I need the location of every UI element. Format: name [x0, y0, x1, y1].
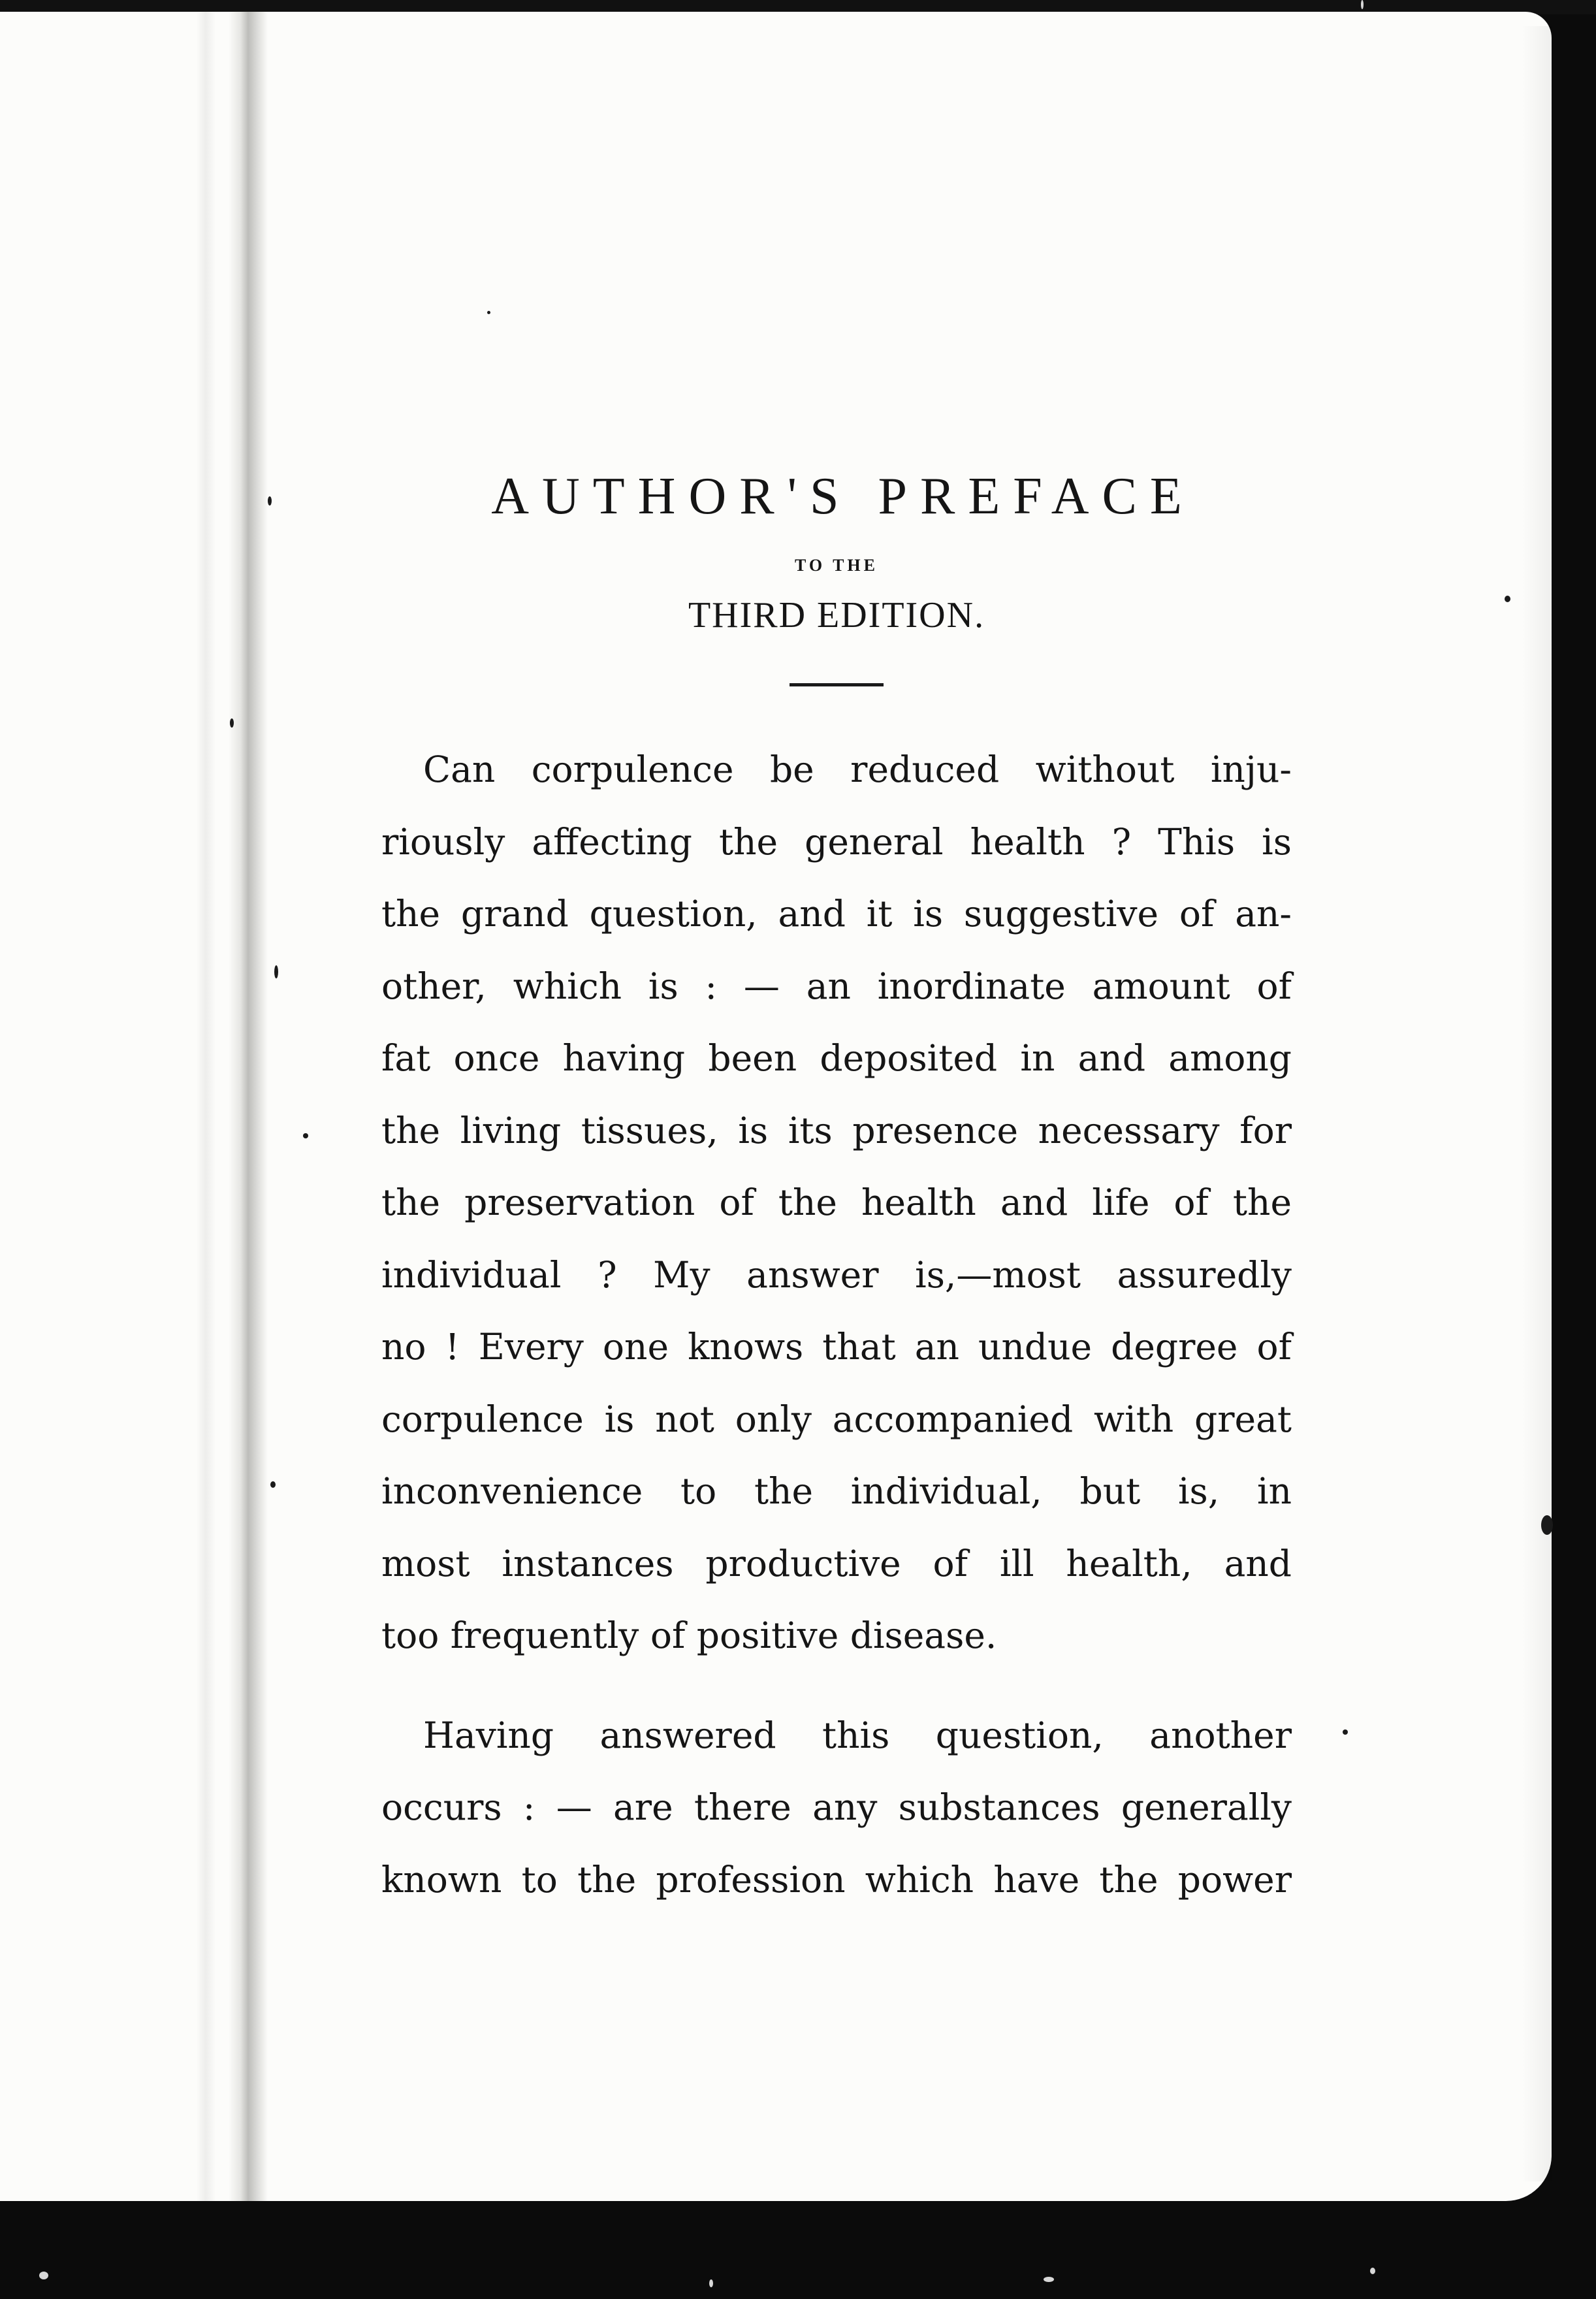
section-rule [790, 683, 884, 686]
scan-speck [1361, 0, 1364, 9]
text-line: individual ? My answer is,—most assuredly [381, 1253, 1292, 1296]
scan-speck [1541, 1515, 1553, 1535]
text-line: the grand question, and it is suggestive of an- [381, 893, 1292, 935]
scan-speck [1505, 596, 1510, 602]
binding-gutter [229, 12, 268, 2201]
text-line: other, which is : — an inordinate amount of [381, 965, 1292, 1007]
text-line: most instances productive of ill health, and [381, 1542, 1292, 1584]
preface-text [381, 457, 1292, 1916]
page-title: AUTHOR'S PREFACE [491, 468, 1195, 525]
scan-speck [709, 2279, 713, 2287]
page-edge-shadow [1522, 26, 1552, 2181]
scan-speck [39, 2272, 48, 2279]
scan-speck [1044, 2277, 1054, 2282]
text-line: Can corpulence be reduced without inju- [423, 748, 1292, 790]
page-subtitle: TO THE [794, 556, 879, 575]
scan-speck [1370, 2268, 1375, 2274]
binding-shadow [196, 12, 215, 2201]
paragraph-1 [381, 733, 1292, 1672]
text-line: no ! Every one knows that an undue degree of [381, 1326, 1292, 1368]
text-line: corpulence is not only accompanied with great [381, 1398, 1292, 1440]
scan-speck [274, 965, 278, 978]
text-line: too frequently of positive disease. [381, 1615, 997, 1656]
paragraph-2 [381, 1699, 1292, 1916]
text-line: riously affecting the general health ? This is [381, 820, 1292, 863]
scan-speck [1343, 1729, 1348, 1735]
text-line: Having answered this question, another [423, 1714, 1292, 1756]
scan-speck [270, 1481, 276, 1488]
scan-speck [487, 311, 490, 314]
text-line: fat once having been deposited in and among [381, 1037, 1292, 1079]
text-line: the living tissues, is its presence necessary for [381, 1109, 1292, 1151]
scan-speck [230, 718, 234, 728]
scan-speck [303, 1133, 308, 1138]
scan-speck [268, 496, 272, 506]
edition-title: THIRD EDITION. [688, 595, 985, 635]
text-line: occurs : — are there any substances generally [381, 1786, 1292, 1828]
text-line: the preservation of the health and life of the [381, 1182, 1292, 1223]
text-line: known to the profession which have the power [381, 1858, 1292, 1901]
text-line: inconvenience to the individual, but is, in [381, 1470, 1292, 1512]
